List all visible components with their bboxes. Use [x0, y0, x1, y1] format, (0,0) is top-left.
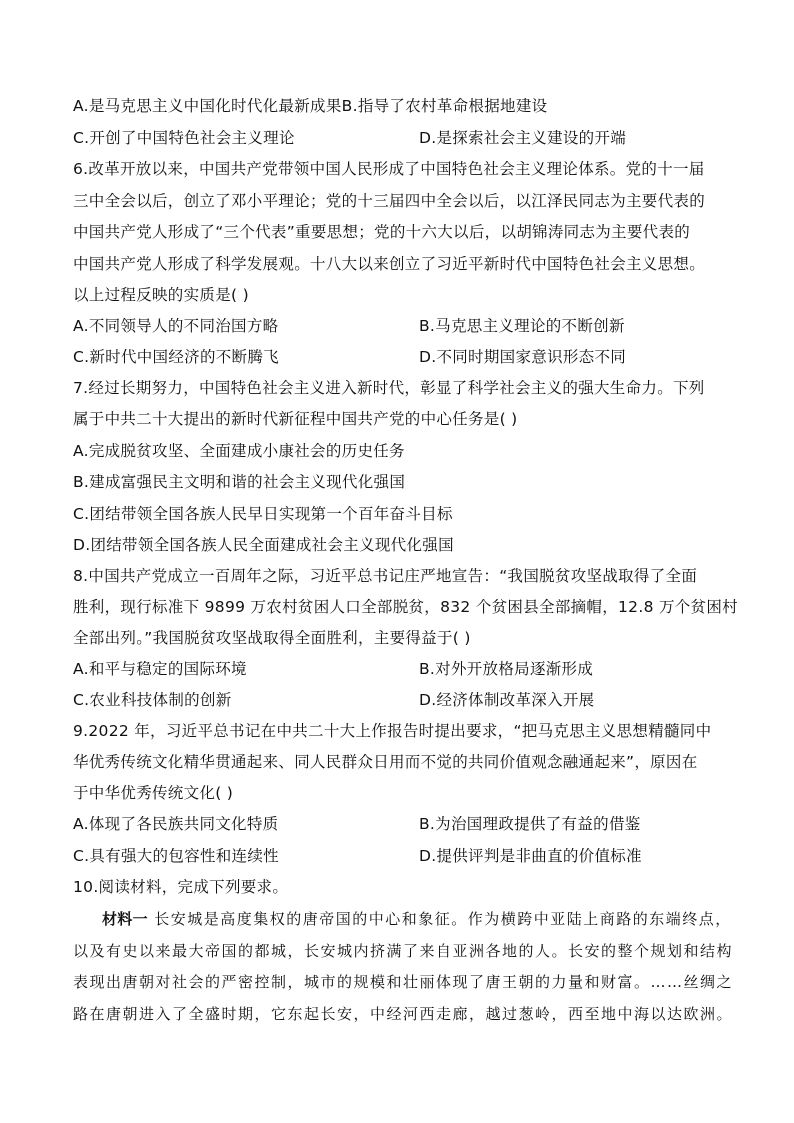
- q6-option-a: A.不同领导人的不同治国方略: [73, 317, 279, 335]
- q5-option-d: D.是探索社会主义建设的开端: [419, 129, 627, 147]
- q6-stem-line-4: 中国共产党人形成了科学发展观。十八大以来创立了习近平新时代中国特色社会主义思想。: [73, 255, 706, 273]
- q9-options-row-1: [73, 814, 641, 834]
- q5-option-a: A.是马克思主义中国化时代化最新成果: [73, 97, 342, 115]
- q9-option-a: A.体现了各民族共同文化特质: [73, 815, 279, 833]
- q9-option-b: B.为治国理政提供了有益的借鉴: [419, 815, 641, 833]
- q8-stem-line-2: 胜利，现行标准下 9899 万农村贫困人口全部脱贫，832 个贫困县全部摘帽，12.8 万个贫困村: [73, 598, 738, 616]
- q6-option-d: D.不同时期国家意识形态不同: [419, 348, 627, 366]
- q7-stem-line-2: 属于中共二十大提出的新时代新征程中国共产党的中心任务是( ): [73, 410, 518, 428]
- q9-options-row-2: [73, 846, 642, 866]
- q9-stem-line-3: 于中华优秀传统文化( ): [73, 784, 234, 802]
- q9-option-c: C.具有强大的包容性和连续性: [73, 847, 279, 865]
- q8-option-d: D.经济体制改革深入开展: [419, 691, 595, 709]
- q8-option-c: C.农业科技体制的创新: [73, 691, 232, 709]
- q6-options-row-1: [73, 316, 625, 336]
- q8-options-row-2: [73, 690, 595, 710]
- q9-stem-line-1: 9.2022 年，习近平总书记在中共二十大上作报告时提出要求，“把马克思主义思想精髓同中: [73, 722, 712, 740]
- q6-stem-line-3: 中国共产党人形成了“三个代表”重要思想；党的十六大以后，以胡锦涛同志为主要代表的: [73, 223, 691, 241]
- q5-options-row-1: [73, 96, 547, 116]
- q6-stem-line-5: 以上过程反映的实质是( ): [73, 286, 249, 304]
- q7-option-c: C.团结带领全国各族人民早日实现第一个百年奋斗目标: [73, 505, 453, 523]
- q5-option-b: B.指导了农村革命根据地建设: [341, 97, 548, 115]
- q10-material-line-3: 表现出唐朝对社会的严密控制，城市的规模和壮丽体现了唐王朝的力量和财富。……丝绸之: [73, 973, 734, 991]
- q8-stem-line-3: 全部出列。”我国脱贫攻坚战取得全面胜利，主要得益于( ): [73, 629, 471, 647]
- q6-stem-line-2: 三中全会以后，创立了邓小平理论；党的十三届四中全会以后，以江泽民同志为主要代表的: [73, 192, 706, 210]
- material-label: 材料一: [102, 910, 148, 928]
- q8-option-b: B.对外开放格局逐渐形成: [419, 660, 594, 678]
- material-text-1: 长安城是高度集权的唐帝国的中心和象征。作为横跨中亚陆上商路的东端终点，: [154, 910, 732, 928]
- q7-option-a: A.完成脱贫攻坚、全面建成小康社会的历史任务: [73, 442, 405, 460]
- q6-option-b: B.马克思主义理论的不断创新: [419, 317, 625, 335]
- q8-options-row-1: [73, 659, 594, 679]
- q10-material-line-4: 路在唐朝进入了全盛时期，它东起长安，中经河西走廊，越过葱岭，西至地中海以达欧洲。: [73, 1005, 734, 1023]
- q10-material-line-2: 以及有史以来最大帝国的都城，长安城内挤满了来自亚洲各地的人。长安的整个规划和结构: [73, 942, 734, 960]
- q8-stem-line-1: 8.中国共产党成立一百周年之际，习近平总书记庄严地宣告：“我国脱贫攻坚战取得了全面: [73, 567, 698, 585]
- q6-option-c: C.新时代中国经济的不断腾飞: [73, 348, 279, 366]
- q7-option-b: B.建成富强民主文明和谐的社会主义现代化强国: [73, 473, 406, 491]
- q8-option-a: A.和平与稳定的国际环境: [73, 660, 247, 678]
- q10-material-line-1: [102, 909, 732, 929]
- q5-option-c: C.开创了中国特色社会主义理论: [73, 129, 295, 147]
- q5-options-row-2: [73, 128, 627, 148]
- q6-stem-line-1: 6.改革开放以来，中国共产党带领中国人民形成了中国特色社会主义理论体系。党的十一届: [73, 160, 705, 178]
- q9-option-d: D.提供评判是非曲直的价值标准: [419, 847, 642, 865]
- q10-stem: 10.阅读材料，完成下列要求。: [73, 878, 289, 896]
- q7-option-d: D.团结带领全国各族人民全面建成社会主义现代化强国: [73, 536, 454, 554]
- q9-stem-line-2: 华优秀传统文化精华贯通起来、同人民群众日用而不觉的共同价值观念融通起来”，原因在: [73, 753, 698, 771]
- q6-options-row-2: [73, 347, 627, 367]
- q7-stem-line-1: 7.经过长期努力，中国特色社会主义进入新时代，彰显了科学社会主义的强大生命力。下列: [73, 379, 705, 397]
